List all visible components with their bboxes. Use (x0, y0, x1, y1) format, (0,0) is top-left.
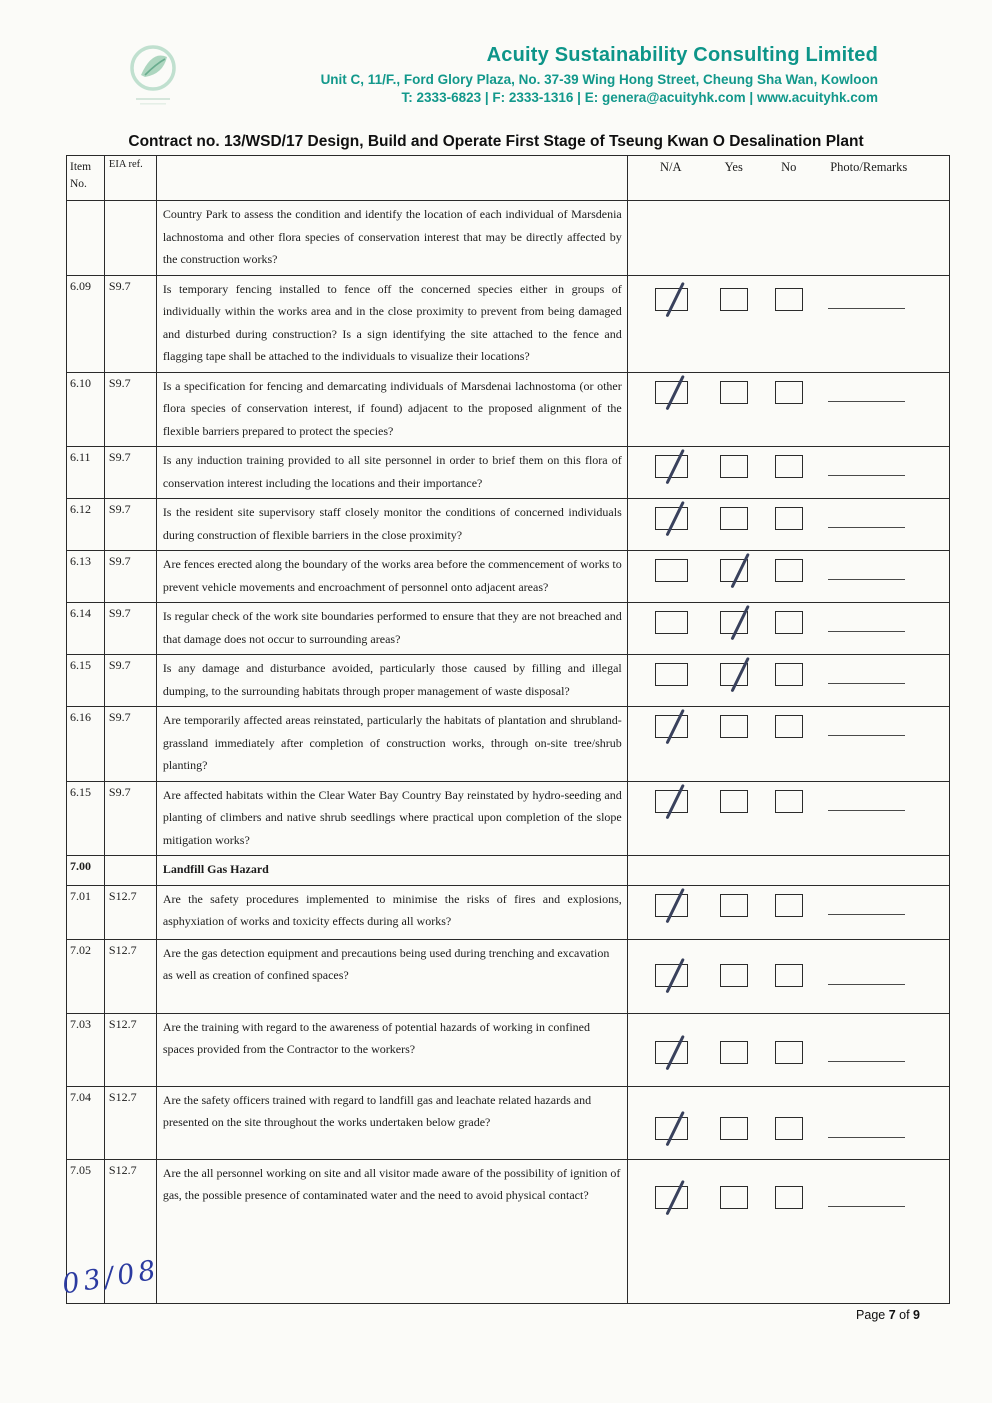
tick-mark (730, 605, 749, 640)
eia-ref-cell: S9.7 (105, 707, 157, 781)
checkbox-no[interactable] (775, 1041, 803, 1064)
tick-mark (665, 281, 684, 316)
question-text: Is regular check of the work site boundaries performed to ensure that they are not breached and that damage does not occur to surrounding areas? (157, 603, 628, 654)
table-row (67, 1013, 949, 1086)
tick-mark (665, 1034, 684, 1069)
tick-mark (665, 783, 684, 818)
answer-cells (628, 603, 949, 654)
remarks-line[interactable] (828, 1061, 905, 1062)
checkbox-yes[interactable] (720, 611, 748, 634)
checkbox-no[interactable] (775, 381, 803, 404)
checkbox-no[interactable] (775, 507, 803, 530)
table-row (67, 602, 949, 654)
table-row (67, 372, 949, 447)
answer-cells (628, 1014, 949, 1086)
eia-ref-cell: S9.7 (105, 276, 157, 372)
remarks-line[interactable] (828, 631, 905, 632)
eia-ref-header: EIA ref. (105, 156, 157, 200)
table-row (67, 446, 949, 498)
remarks-line[interactable] (828, 984, 905, 985)
answer-cells (628, 655, 949, 706)
document-title: Contract no. 13/WSD/17 Design, Build and Operate First Stage of Tseung Kwan O Desalination Plant (128, 133, 864, 150)
remarks-line[interactable] (828, 401, 905, 402)
remarks-line[interactable] (828, 1206, 905, 1207)
checkbox-na[interactable] (655, 715, 688, 738)
eia-ref-cell: S9.7 (105, 603, 157, 654)
question-text: Are fences erected along the boundary of the works area before the commencement of works to prevent vehicle movements and encroachment of personnel onto adjacent areas? (157, 551, 628, 602)
answer-cells (628, 856, 949, 885)
question-header (157, 156, 628, 200)
answer-cells (628, 1160, 949, 1303)
question-text: Are the safety procedures implemented to minimise the risks of fires and explosions, asphyxiation of works and toxicity effects during all works? (157, 886, 628, 939)
question-text: Are the gas detection equipment and precautions being used during trenching and excavation as well as creation of confined spaces? (157, 940, 628, 1013)
answer-cells (628, 373, 949, 447)
company-contact: T: 2333-6823 | F: 2333-1316 | E: genera@acuityhk.com | www.acuityhk.com (401, 90, 878, 105)
remarks-column-header: Photo/Remarks (830, 160, 908, 174)
item-no-cell: 6.15 (67, 782, 105, 856)
item-no-cell: 7.04 (67, 1087, 105, 1159)
tick-mark (665, 887, 684, 922)
question-text: Country Park to assess the condition and identify the location of each individual of Marsdenia lachnostoma and other flora species of conservation interest that may be directly affected by the construction works? (157, 201, 628, 275)
table-body (67, 200, 949, 1303)
checkbox-yes[interactable] (720, 507, 748, 530)
eia-ref-cell: S12.7 (105, 1087, 157, 1159)
remarks-line[interactable] (828, 527, 905, 528)
checkbox-na[interactable] (655, 663, 688, 686)
checkbox-yes[interactable] (720, 790, 748, 813)
item-no-cell: 6.15 (67, 655, 105, 706)
eia-ref-cell: S9.7 (105, 551, 157, 602)
question-text: Are the training with regard to the awareness of potential hazards of working in confined spaces provided from the Contractor to the workers? (157, 1014, 628, 1086)
item-no-cell: 6.12 (67, 499, 105, 550)
item-no-cell: 7.05 (67, 1160, 105, 1303)
checkbox-no[interactable] (775, 455, 803, 478)
table-row (67, 1159, 949, 1303)
table-row (67, 200, 949, 275)
checkbox-na[interactable] (655, 894, 688, 917)
answer-cells (628, 782, 949, 856)
remarks-line[interactable] (828, 579, 905, 580)
checkbox-yes[interactable] (720, 964, 748, 987)
checklist-table (66, 155, 950, 1304)
checkbox-no[interactable] (775, 559, 803, 582)
remarks-line[interactable] (828, 914, 905, 915)
page-of: of (895, 1308, 914, 1322)
checkbox-na[interactable] (655, 1186, 688, 1209)
checkbox-yes[interactable] (720, 1117, 748, 1140)
answer-cells (628, 551, 949, 602)
question-text: Is a specification for fencing and demarcating individuals of Marsdenai lachnostoma (or other flora species of conservation interest, if found) adjacent to the proposed alignment of the flexible barriers prepared to protect the species? (157, 373, 628, 447)
table-row (67, 781, 949, 856)
table-row (67, 550, 949, 602)
letterhead (180, 44, 878, 105)
tick-mark (665, 449, 684, 484)
answer-cells (628, 201, 949, 275)
tick-mark (665, 709, 684, 744)
checkbox-na[interactable] (655, 790, 688, 813)
question-text: Are affected habitats within the Clear Water Bay Country Bay reinstated by hydro-seeding and planting of climbers and native shrub seedlings where practical upon completion of the slope mitigation works? (157, 782, 628, 856)
table-header (67, 156, 949, 200)
checkbox-na[interactable] (655, 288, 688, 311)
table-row (67, 1086, 949, 1159)
eia-ref-cell: S12.7 (105, 940, 157, 1013)
page-number (856, 1308, 920, 1322)
item-no-cell: 6.10 (67, 373, 105, 447)
item-header-line2: No. (70, 178, 87, 190)
table-row (67, 654, 949, 706)
item-no-cell: 7.02 (67, 940, 105, 1013)
eia-ref-cell: S9.7 (105, 447, 157, 498)
checkbox-yes[interactable] (720, 1186, 748, 1209)
checkbox-no[interactable] (775, 894, 803, 917)
question-text: Are the all personnel working on site and all visitor made aware of the possibility of ignition of gas, the possible presence of contaminated water and the need to avoid physical contact? (157, 1160, 628, 1303)
tick-mark (665, 1179, 684, 1214)
question-text: Are the safety officers trained with regard to landfill gas and leachate related hazards and presented on the site throughout the works undertaken below grade? (157, 1087, 628, 1159)
handwritten-date-note: 03/08 (60, 1254, 162, 1301)
checkbox-no[interactable] (775, 611, 803, 634)
tick-mark (730, 553, 749, 588)
answer-cells (628, 1087, 949, 1159)
item-no-cell: 6.11 (67, 447, 105, 498)
checkbox-yes[interactable] (720, 559, 748, 582)
tick-mark (665, 1110, 684, 1145)
page-current: 7 (888, 1308, 896, 1322)
item-no-cell: 7.01 (67, 886, 105, 939)
item-header-line1: Item (70, 161, 92, 173)
checkbox-no[interactable] (775, 964, 803, 987)
remarks-line[interactable] (828, 308, 905, 309)
checkbox-na[interactable] (655, 1117, 688, 1140)
checkbox-yes[interactable] (720, 1041, 748, 1064)
table-row (67, 706, 949, 781)
question-text: Is any induction training provided to all site personnel in order to brief them on this flora of conservation interest including the locations and their importance? (157, 447, 628, 498)
eia-ref-cell (105, 201, 157, 275)
item-no-header (67, 156, 105, 200)
eia-ref-cell (105, 856, 157, 885)
checkbox-na[interactable] (655, 611, 688, 634)
company-name: Acuity Sustainability Consulting Limited (486, 44, 878, 66)
checkbox-yes[interactable] (720, 894, 748, 917)
eia-ref-cell: S12.7 (105, 1014, 157, 1086)
question-text: Is any damage and disturbance avoided, particularly those caused by filling and illegal dumping, to the surrounding habitats through proper management of waste disposal? (157, 655, 628, 706)
checkbox-no[interactable] (775, 715, 803, 738)
item-no-cell: 6.16 (67, 707, 105, 781)
no-column-header: No (781, 160, 797, 174)
item-no-cell (67, 201, 105, 275)
answer-cells (628, 707, 949, 781)
eia-ref-cell: S12.7 (105, 886, 157, 939)
table-row (67, 939, 949, 1013)
checkbox-yes[interactable] (720, 288, 748, 311)
table-row (67, 275, 949, 372)
remarks-line[interactable] (828, 475, 905, 476)
eia-ref-cell: S9.7 (105, 655, 157, 706)
checkbox-no[interactable] (775, 663, 803, 686)
checkbox-na[interactable] (655, 507, 688, 530)
page-total: 9 (913, 1308, 920, 1322)
tick-mark (730, 657, 749, 692)
question-text: Is the resident site supervisory staff closely monitor the conditions of concerned individuals during construction of flexible barriers in the close proximity? (157, 499, 628, 550)
item-no-cell: 6.09 (67, 276, 105, 372)
checkbox-no[interactable] (775, 1117, 803, 1140)
table-row (67, 885, 949, 939)
question-text: Is temporary fencing installed to fence off the concerned species either in groups of individually within the works area and in the close proximity to prevent from being damaged and disturbed during construction? Is a sign identifying the site attached to the fence and flagging tape shall be attached to the individuals to visualize their locations? (157, 276, 628, 372)
item-no-cell: 7.03 (67, 1014, 105, 1086)
table-row (67, 498, 949, 550)
answer-cells (628, 886, 949, 939)
answer-cells (628, 276, 949, 372)
checkbox-na[interactable] (655, 381, 688, 404)
checkbox-na[interactable] (655, 964, 688, 987)
page-prefix: Page (856, 1308, 889, 1322)
checkbox-no[interactable] (775, 1186, 803, 1209)
company-address: Unit C, 11/F., Ford Glory Plaza, No. 37-39 Wing Hong Street, Cheung Sha Wan, Kowloon (320, 72, 878, 87)
remarks-line[interactable] (828, 1137, 905, 1138)
tick-mark (665, 501, 684, 536)
checkbox-yes[interactable] (720, 381, 748, 404)
eia-ref-cell: S9.7 (105, 499, 157, 550)
eia-ref-cell: S9.7 (105, 373, 157, 447)
eia-ref-cell: S9.7 (105, 782, 157, 856)
checkbox-no[interactable] (775, 288, 803, 311)
answer-cells (628, 940, 949, 1013)
na-column-header: N/A (659, 160, 682, 174)
tick-mark (665, 374, 684, 409)
remarks-line[interactable] (828, 735, 905, 736)
checkbox-yes[interactable] (720, 663, 748, 686)
checkbox-na[interactable] (655, 1041, 688, 1064)
item-no-cell: 6.14 (67, 603, 105, 654)
tick-mark (665, 957, 684, 992)
checkbox-yes[interactable] (720, 455, 748, 478)
answer-cells (628, 447, 949, 498)
answers-header (628, 156, 949, 200)
remarks-line[interactable] (828, 810, 905, 811)
company-logo-icon (126, 42, 182, 113)
yes-column-header: Yes (724, 160, 743, 174)
question-text: Are temporarily affected areas reinstated, particularly the habitats of plantation and shrubland-grassland immediately after completion of construction works, through on-site tree/shrub planting? (157, 707, 628, 781)
answer-cells (628, 499, 949, 550)
remarks-line[interactable] (828, 683, 905, 684)
checkbox-no[interactable] (775, 790, 803, 813)
checkbox-na[interactable] (655, 455, 688, 478)
checkbox-na[interactable] (655, 559, 688, 582)
checkbox-yes[interactable] (720, 715, 748, 738)
table-row (67, 855, 949, 885)
item-no-cell: 6.13 (67, 551, 105, 602)
eia-ref-cell: S12.7 (105, 1160, 157, 1303)
question-text: Landfill Gas Hazard (157, 856, 628, 885)
item-no-cell: 7.00 (67, 856, 105, 885)
